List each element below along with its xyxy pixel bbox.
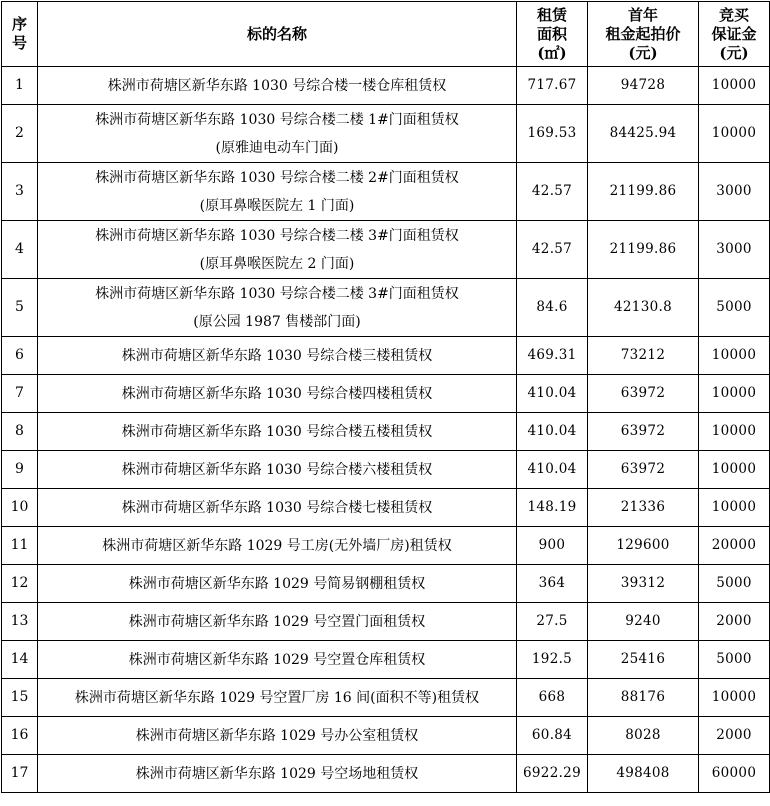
table-row <box>2 603 770 641</box>
cell-price: 8028 <box>588 717 699 755</box>
cell-price: 94728 <box>588 67 699 105</box>
cell-seq: 9 <box>2 451 38 489</box>
cell-name <box>38 221 517 279</box>
table-row <box>2 679 770 717</box>
cell-name-line: 株洲市荷塘区新华东路 1030 号综合楼四楼租赁权 <box>121 385 433 402</box>
header-seq-line: 序 <box>11 15 27 33</box>
cell-price: 21199.86 <box>588 221 699 279</box>
cell-name <box>38 717 517 755</box>
cell-name-line: (原雅迪电动车门面) <box>215 139 339 156</box>
cell-seq: 11 <box>2 527 38 565</box>
cell-name <box>38 527 517 565</box>
cell-seq: 7 <box>2 375 38 413</box>
cell-price: 39312 <box>588 565 699 603</box>
cell-seq: 12 <box>2 565 38 603</box>
header-seq <box>2 2 38 67</box>
table-row <box>2 67 770 105</box>
cell-price: 129600 <box>588 527 699 565</box>
cell-name <box>38 163 517 221</box>
header-deposit-line: (元) <box>719 43 749 62</box>
table-row <box>2 337 770 375</box>
header-price <box>588 2 699 67</box>
cell-area: 668 <box>517 679 588 717</box>
cell-deposit: 10000 <box>699 451 770 489</box>
cell-deposit: 10000 <box>699 337 770 375</box>
cell-price: 63972 <box>588 375 699 413</box>
cell-price: 21336 <box>588 489 699 527</box>
cell-deposit: 10000 <box>699 375 770 413</box>
cell-seq: 3 <box>2 163 38 221</box>
header-name <box>38 2 517 67</box>
cell-deposit: 2000 <box>699 717 770 755</box>
table-row <box>2 641 770 679</box>
cell-area: 410.04 <box>517 413 588 451</box>
cell-name <box>38 279 517 337</box>
header-area-line: 面积 <box>536 24 567 43</box>
cell-seq: 8 <box>2 413 38 451</box>
cell-name-line: 株洲市荷塘区新华东路 1030 号综合楼二楼 3#门面租赁权 <box>95 285 459 302</box>
cell-name-line: 株洲市荷塘区新华东路 1030 号综合楼二楼 1#门面租赁权 <box>95 111 459 128</box>
cell-deposit: 5000 <box>699 641 770 679</box>
cell-seq: 6 <box>2 337 38 375</box>
table-row <box>2 413 770 451</box>
header-name-line: 标的名称 <box>246 24 307 43</box>
cell-seq: 1 <box>2 67 38 105</box>
cell-name-line: 株洲市荷塘区新华东路 1029 号简易钢棚租赁权 <box>128 575 426 592</box>
table-row <box>2 375 770 413</box>
cell-deposit: 20000 <box>699 527 770 565</box>
cell-name <box>38 679 517 717</box>
cell-area: 148.19 <box>517 489 588 527</box>
cell-name-line: (原耳鼻喉医院左 2 门面) <box>199 255 355 272</box>
cell-seq: 10 <box>2 489 38 527</box>
cell-name-line: (原公园 1987 售楼部门面) <box>193 313 361 330</box>
cell-price: 21199.86 <box>588 163 699 221</box>
cell-price: 498408 <box>588 755 699 793</box>
cell-name-line: 株洲市荷塘区新华东路 1030 号综合楼一楼仓库租赁权 <box>107 77 447 94</box>
cell-name <box>38 67 517 105</box>
cell-area: 42.57 <box>517 221 588 279</box>
cell-name <box>38 603 517 641</box>
header-area-line: (㎡) <box>537 43 567 62</box>
cell-price: 63972 <box>588 413 699 451</box>
cell-area: 42.57 <box>517 163 588 221</box>
cell-seq: 14 <box>2 641 38 679</box>
cell-name-line: 株洲市荷塘区新华东路 1029 号工房(无外墙厂房)租赁权 <box>102 537 452 554</box>
table-body <box>2 67 770 793</box>
cell-name-line: 株洲市荷塘区新华东路 1029 号空置厂房 16 间(面积不等)租赁权 <box>74 689 480 706</box>
cell-deposit: 5000 <box>699 279 770 337</box>
cell-price: 9240 <box>588 603 699 641</box>
header-area <box>517 2 588 67</box>
cell-name-line: 株洲市荷塘区新华东路 1030 号综合楼二楼 2#门面租赁权 <box>95 169 459 186</box>
header-price-line: 租金起拍价 <box>605 24 681 43</box>
lease-auction-table <box>1 1 770 793</box>
cell-area: 469.31 <box>517 337 588 375</box>
cell-deposit: 3000 <box>699 163 770 221</box>
cell-area: 364 <box>517 565 588 603</box>
cell-deposit: 3000 <box>699 221 770 279</box>
cell-deposit: 10000 <box>699 489 770 527</box>
cell-seq: 16 <box>2 717 38 755</box>
cell-name-line: (原耳鼻喉医院左 1 门面) <box>199 197 355 214</box>
cell-price: 42130.8 <box>588 279 699 337</box>
cell-area: 192.5 <box>517 641 588 679</box>
cell-name-line: 株洲市荷塘区新华东路 1029 号空置仓库租赁权 <box>128 651 426 668</box>
table-row <box>2 755 770 793</box>
header-price-line: 首年 <box>627 5 658 24</box>
cell-name <box>38 489 517 527</box>
cell-area: 410.04 <box>517 451 588 489</box>
cell-name-line: 株洲市荷塘区新华东路 1029 号空置门面租赁权 <box>128 613 426 630</box>
cell-name-line: 株洲市荷塘区新华东路 1030 号综合楼七楼租赁权 <box>121 499 433 516</box>
table-row <box>2 163 770 221</box>
cell-name <box>38 413 517 451</box>
table-row <box>2 451 770 489</box>
cell-area: 6922.29 <box>517 755 588 793</box>
cell-name <box>38 105 517 163</box>
cell-name-line: 株洲市荷塘区新华东路 1030 号综合楼三楼租赁权 <box>121 347 433 364</box>
cell-deposit: 10000 <box>699 67 770 105</box>
cell-deposit: 5000 <box>699 565 770 603</box>
cell-name-line: 株洲市荷塘区新华东路 1030 号综合楼五楼租赁权 <box>121 423 433 440</box>
cell-seq: 2 <box>2 105 38 163</box>
cell-price: 73212 <box>588 337 699 375</box>
cell-seq: 13 <box>2 603 38 641</box>
cell-deposit: 10000 <box>699 679 770 717</box>
cell-area: 410.04 <box>517 375 588 413</box>
cell-name <box>38 565 517 603</box>
cell-area: 717.67 <box>517 67 588 105</box>
table-row <box>2 221 770 279</box>
cell-name <box>38 337 517 375</box>
cell-price: 88176 <box>588 679 699 717</box>
header-deposit <box>699 2 770 67</box>
cell-deposit: 10000 <box>699 413 770 451</box>
cell-area: 900 <box>517 527 588 565</box>
cell-price: 25416 <box>588 641 699 679</box>
table-row <box>2 105 770 163</box>
cell-area: 84.6 <box>517 279 588 337</box>
cell-name <box>38 641 517 679</box>
cell-seq: 5 <box>2 279 38 337</box>
table-row <box>2 717 770 755</box>
cell-name-line: 株洲市荷塘区新华东路 1030 号综合楼二楼 3#门面租赁权 <box>95 227 459 244</box>
cell-seq: 4 <box>2 221 38 279</box>
header-price-line: (元) <box>628 43 658 62</box>
cell-name-line: 株洲市荷塘区新华东路 1029 号办公室租赁权 <box>135 727 419 744</box>
table-row <box>2 527 770 565</box>
cell-seq: 15 <box>2 679 38 717</box>
header-seq-line: 号 <box>11 34 27 52</box>
cell-area: 27.5 <box>517 603 588 641</box>
header-deposit-line: 保证金 <box>711 24 757 43</box>
table-row <box>2 565 770 603</box>
cell-deposit: 60000 <box>699 755 770 793</box>
cell-deposit: 10000 <box>699 105 770 163</box>
header-area-line: 租赁 <box>536 5 567 24</box>
table-header-row <box>2 2 770 67</box>
cell-price: 84425.94 <box>588 105 699 163</box>
header-deposit-line: 竞买 <box>718 5 749 24</box>
cell-name <box>38 755 517 793</box>
cell-name-line: 株洲市荷塘区新华东路 1030 号综合楼六楼租赁权 <box>121 461 433 478</box>
cell-area: 169.53 <box>517 105 588 163</box>
cell-name <box>38 375 517 413</box>
cell-price: 63972 <box>588 451 699 489</box>
cell-name-line: 株洲市荷塘区新华东路 1029 号空场地租赁权 <box>135 765 419 782</box>
cell-deposit: 2000 <box>699 603 770 641</box>
table-row <box>2 489 770 527</box>
cell-seq: 17 <box>2 755 38 793</box>
cell-name <box>38 451 517 489</box>
table-row <box>2 279 770 337</box>
cell-area: 60.84 <box>517 717 588 755</box>
